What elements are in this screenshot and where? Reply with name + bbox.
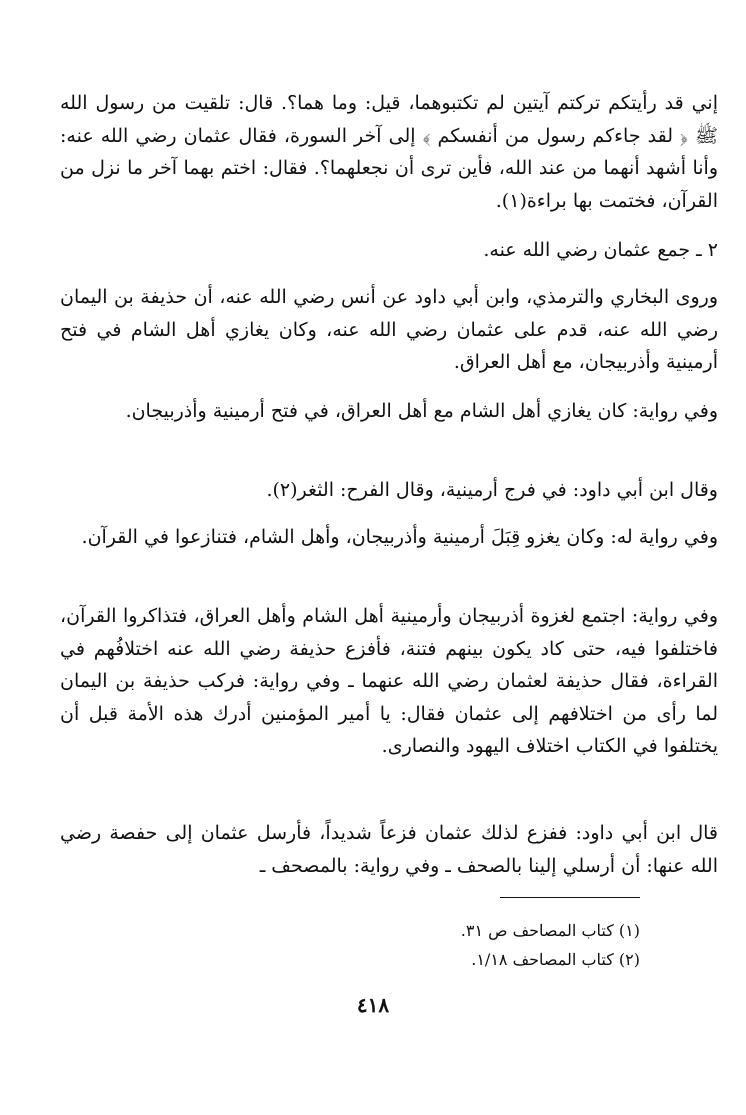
paragraph-bukhari-narration: وروى البخاري والترمذي، وابن أبي داود عن أنس رضي الله عنه، أن حذيفة بن اليمان رضي الله عنه، قدم على عثمان رضي الله عنه، وكان يغازي أهل الشام في فتح أرمينية وأذربيجان، مع أهل العراق.: [60, 286, 718, 373]
page-number: ٤١٨: [356, 993, 390, 1017]
section-heading-uthman-collection: ٢ ـ جمع عثمان رضي الله عنه.: [483, 239, 718, 261]
paragraph-narration-variant-3: وفي رواية: اجتمع لغزوة أذربيجان وأرمينية أهل الشام وأهل العراق، فتذاكروا القرآن، فاختلفوا فيه، حتى كاد يكون بينهم فتنة، فأفزع حذيفة رضي الله عنه اختلافُهم في القراءة، فقال حذيفة لعثمان رضي الله عنهما ـ وفي رواية: فركب حذيفة بن اليمان لما رأى من اختلافهم إلى عثمان فقال: يا أمير المؤمنين أدرك هذه الأمة قبل أن يختلفوا في الكتاب اختلاف اليهود والنصارى.: [60, 605, 718, 757]
footnote-2: (٢) كتاب المصاحف ١/١٨.: [471, 950, 640, 969]
footnote-divider: [500, 897, 640, 898]
paragraph-ibn-abi-dawud-note: وقال ابن أبي داود: في فرج أرمينية، وقال الفرح: الثغر(٢).: [266, 479, 718, 501]
footnote-1: (١) كتاب المصاحف ص ٣١.: [460, 921, 640, 940]
paragraph-narration-variant-2: وفي رواية له: وكان يغزو قِبَلَ أرمينية وأذربيجان، وأهل الشام، فتنازعوا في القرآن.: [81, 526, 718, 548]
paragraph-narration-variant-1: وفي رواية: كان يغازي أهل الشام مع أهل العراق، في فتح أرمينية وأذربيجان.: [125, 400, 718, 422]
paragraph-hafsa-request: قال ابن أبي داود: ففزع لذلك عثمان فزعاً شديداً، فأرسل عثمان إلى حفصة رضي الله عنها: أن أرسلي إلينا بالصحف ـ وفي رواية: بالمصحف ـ: [60, 822, 718, 877]
paragraph-missing-verses: إني قد رأيتكم تركتم آيتين لم تكتبوهما، قيل: وما هما؟. قال: تلقيت من رسول الله ﷺ ﴿ لقد جاءكم رسول من أنفسكم ﴾ إلى آخر السورة، فقال عثمان رضي الله عنه: وأنا أشهد أنهما من عند الله، فأين ترى أن نجعلهما؟. فقال: اختم بهما آخر ما نزل من القرآن، فختمت بها براءة(١).: [60, 92, 718, 212]
footnotes: [60, 916, 640, 974]
